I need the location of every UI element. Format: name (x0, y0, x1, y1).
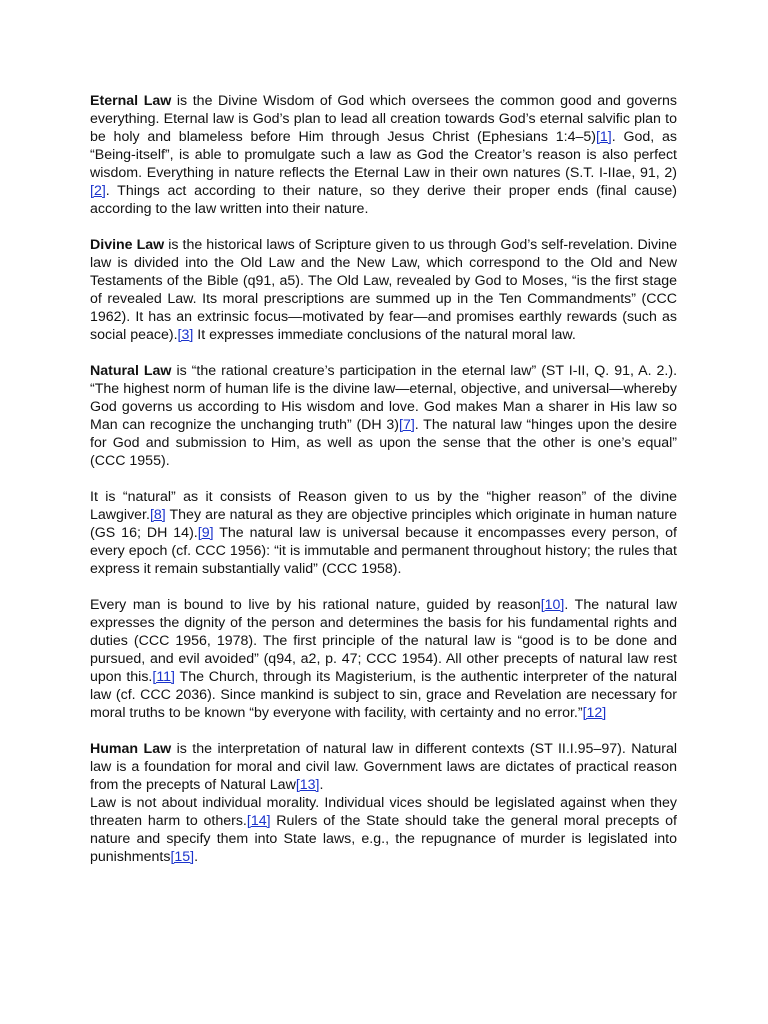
footnote-link[interactable]: [2] (90, 183, 106, 199)
body-text: The natural law is universal because it encompasses every person, of every epoch (cf. CCC 1956): “it is immutable and permanent throughout history; the rules that express it remain substantially valid” (CCC 1958). (90, 525, 677, 577)
body-text: is the interpretation of natural law in different contexts (ST II.I.95–97). Natural law is a foundation for moral and civil law. Government laws are dictates of practical reason from the precepts of Natural Law (90, 741, 677, 793)
body-text: is the Divine Wisdom of God which oversees the common good and governs everything. Eternal law is God’s plan to lead all creation towards God’s eternal salvific plan to be holy and blameless before Him through Jesus Christ (Ephesians 1:4–5) (90, 93, 677, 145)
footnote-link[interactable]: [7] (399, 417, 415, 433)
document-body (90, 92, 677, 884)
body-text: is the historical laws of Scripture given to us through God’s self-revelation. Divine law is divided into the Old Law and the New Law, which correspond to the Old and New Testaments of the Bible (q91, a5). The Old Law, revealed by God to Moses, “is the first stage of revealed Law. Its moral prescriptions are summed up in the Ten Commandments” (CCC 1962). It has an extrinsic focus—motivated by fear—and promises earthly rewards (such as social peace). (90, 237, 677, 343)
paragraph (90, 236, 677, 344)
footnote-link[interactable]: [9] (197, 525, 214, 541)
footnote-link[interactable]: [14] (246, 813, 271, 829)
body-text: . (194, 849, 199, 865)
footnote-link[interactable]: [12] (582, 705, 607, 721)
body-text: . The natural law “hinges upon the desire for God and submission to Him, as well as upon the sense that the other is one’s equal” (CCC 1955). (90, 417, 677, 469)
body-text: . (319, 777, 324, 793)
footnote-link[interactable]: [8] (149, 507, 166, 523)
paragraph (90, 596, 677, 722)
footnote-link[interactable]: [15] (170, 849, 195, 865)
paragraph (90, 92, 677, 218)
footnote-link[interactable]: [13] (295, 777, 320, 793)
footnote-link[interactable]: [10] (540, 597, 565, 613)
body-text: . God, as “Being-itself”, is able to promulgate such a law as God the Creator’s reason is also perfect wisdom. Everything in nature reflects the Eternal Law in their own natures (S.T. I-IIae, 91, 2) (90, 129, 677, 181)
paragraph (90, 794, 677, 866)
defined-term: Eternal Law (90, 93, 172, 109)
body-text: Law is not about individual morality. Individual vices should be legislated against when they threaten harm to others. (90, 795, 677, 829)
body-text: It expresses immediate conclusions of the natural moral law. (193, 327, 576, 343)
body-text: Rulers of the State should take the general moral precepts of nature and specify them into State laws, e.g., the repugnance of murder is legislated into punishments (90, 813, 677, 865)
paragraph (90, 362, 677, 470)
body-text: It is “natural” as it consists of Reason given to us by the “higher reason” of the divine Lawgiver. (90, 489, 677, 523)
body-text: Every man is bound to live by his rational nature, guided by reason (90, 597, 541, 613)
footnote-link[interactable]: [11] (152, 669, 175, 685)
body-text: . The natural law expresses the dignity of the person and determines the basis for his fundamental rights and duties (CCC 1956, 1978). The first principle of the natural law is “good is to be done and pursued, and evil avoided” (q94, a2, p. 47; CCC 1954). All other precepts of natural law rest upon this. (90, 597, 677, 685)
defined-term: Natural Law (90, 363, 172, 379)
footnote-link[interactable]: [1] (595, 129, 612, 145)
body-text: . Things act according to their nature, so they derive their proper ends (final cause) according to the law written into their nature. (90, 183, 677, 217)
paragraph (90, 488, 677, 578)
defined-term: Human Law (90, 741, 172, 757)
body-text: The Church, through its Magisterium, is the authentic interpreter of the natural law (cf. CCC 2036). Since mankind is subject to sin, grace and Revelation are necessary for moral truths to be known “by everyone with facility, with certainty and no error.” (90, 669, 677, 721)
paragraph (90, 740, 677, 794)
body-text: They are natural as they are objective principles which originate in human nature (GS 16; DH 14). (90, 507, 677, 541)
defined-term: Divine Law (90, 237, 165, 253)
footnote-link[interactable]: [3] (177, 327, 194, 343)
body-text: is “the rational creature’s participation in the eternal law” (ST I-II, Q. 91, A. 2.). “The highest norm of human life is the divine law—eternal, objective, and universal—whereby God governs us according to His wisdom and love. God makes Man a sharer in His law so Man can recognize the unchanging truth” (DH 3) (90, 363, 678, 433)
